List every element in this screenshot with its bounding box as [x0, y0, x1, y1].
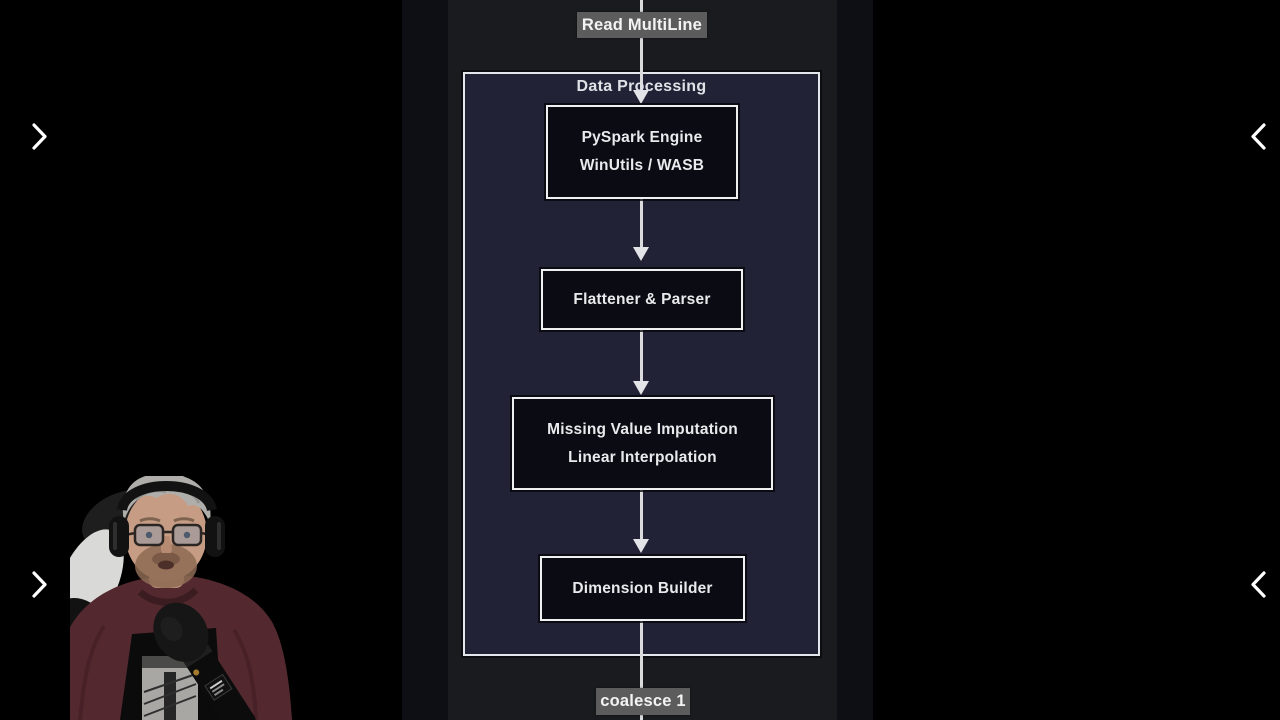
chevron-right-icon[interactable]: [30, 122, 48, 151]
step-tag-label: coalesce 1: [600, 692, 686, 710]
node-line: Missing Value Imputation: [547, 420, 738, 438]
connector-line: [640, 330, 643, 381]
node-line: WinUtils / WASB: [579, 157, 705, 174]
node-line: PySpark Engine: [581, 129, 703, 146]
arrow-down-icon: [633, 247, 649, 261]
chevron-right-icon[interactable]: [30, 570, 48, 599]
arrow-down-icon: [633, 539, 649, 553]
connector-line: [640, 490, 643, 539]
node-line: Linear Interpolation: [568, 448, 717, 466]
person-head: [109, 476, 225, 588]
node-pyspark-engine: [546, 105, 738, 199]
step-tag-coalesce: [596, 688, 690, 715]
node-line: Dimension Builder: [572, 579, 713, 597]
mouth: [158, 561, 174, 570]
arrow-down-icon: [633, 381, 649, 395]
connector-line: [640, 199, 643, 247]
webcam-overlay: [70, 476, 330, 720]
node-flattener-parser: [541, 269, 743, 330]
step-tag-read-multiline: [577, 12, 707, 38]
app-capture-right-margin: [837, 0, 873, 720]
node-dimension-builder: [540, 556, 745, 621]
chevron-left-icon[interactable]: [1250, 570, 1268, 599]
app-capture-left-margin: [402, 0, 448, 720]
group-title: Data Processing: [576, 78, 707, 95]
chevron-left-icon[interactable]: [1250, 122, 1268, 151]
node-missing-value-imputation: [512, 397, 773, 490]
webcam-person: [70, 476, 330, 720]
node-line: Flattener & Parser: [573, 290, 711, 308]
step-tag-label: Read MultiLine: [581, 15, 703, 34]
